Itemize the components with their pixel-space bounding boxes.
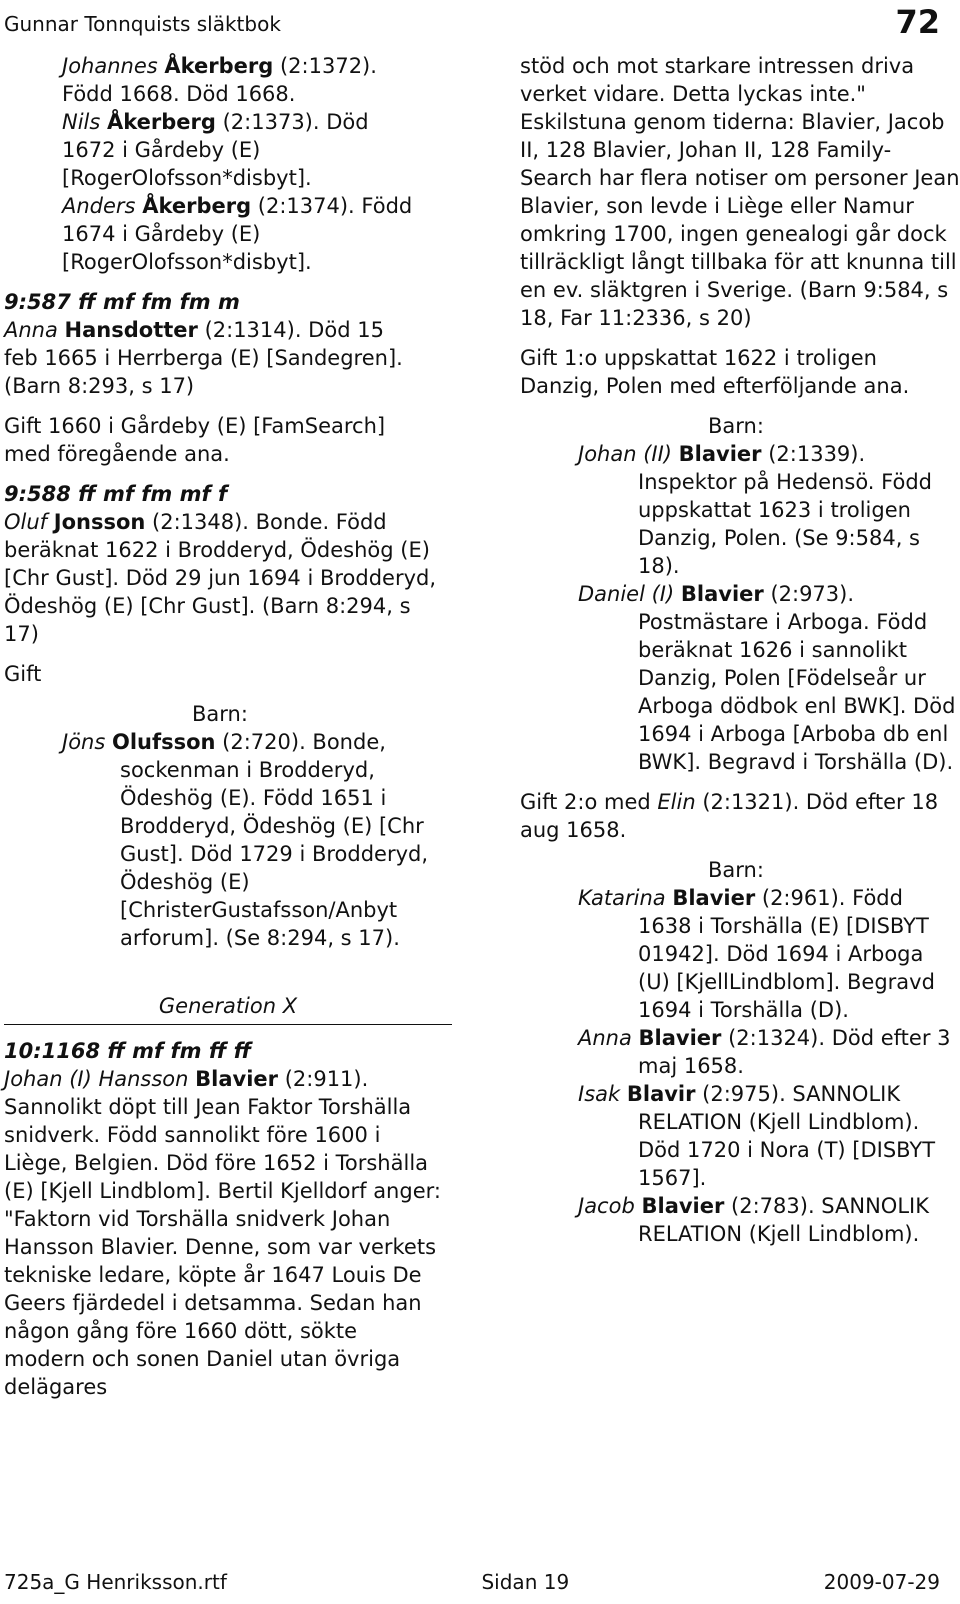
person-entry: Oluf Jonsson (2:1348). Bonde. Född beräknat 1622 i Brodderyd, Ödeshög (E) [Chr Gust]. Död 29 jun 1694 i Brodderyd, Ödeshög (E) [Chr Gust]. (Barn 8:294, s 17) — [4, 510, 437, 646]
child-entry: Johan (II) Blavier (2:1339). Inspektor på Hedensö. Född uppskattat 1623 i troligen Danzig, Polen. (Se 9:584, s 18). — [578, 442, 932, 578]
left-column — [4, 52, 464, 1401]
entry-heading: 9:588 ff mf fm mf f — [4, 482, 228, 506]
children-label: Barn: — [192, 702, 248, 726]
generation-heading: Generation X — [4, 992, 452, 1025]
marriage-line: Gift 1:o uppskattat 1622 i troligen Danzig, Polen med efterföljande ana. — [520, 346, 910, 398]
child-entry: Anna Blavier (2:1324). Död efter 3 maj 1658. — [578, 1026, 951, 1078]
page-header — [4, 0, 940, 40]
book-title: Gunnar Tonnquists släktbok — [4, 12, 281, 36]
person-entry: Johan (I) Hansson Blavier (2:911). Sannolikt döpt till Jean Faktor Torshälla snidverk. Född sannolikt före 1600 i Liège, Belgien. Död före 1652 i Torshälla (E) [Kjell Lindblom]. Bertil Kjelldorf anger: "Faktorn vid Torshälla snidverk Johan Hansson Blavier. Denne, som var verkets tekniske ledare, köpte år 1647 Louis De Geers fjärdedel i detsamma. Sedan han någon gång före 1660 dött, sökte modern och sonen Daniel utan övriga delägares — [4, 1067, 441, 1399]
footer-filename: 725a_G Henriksson.rtf — [4, 1570, 227, 1594]
child-entry: Isak Blavir (2:975). SANNOLIK RELATION (Kjell Lindblom). Död 1720 i Nora (T) [DISBYT 1567]. — [578, 1082, 936, 1190]
child-entry: Daniel (I) Blavier (2:973). Postmästare i Arboga. Född beräknat 1626 i sannolikt Danzig, Polen [Födelseår ur Arboga dödbok enl BWK]. Död 1694 i Arboga [Arboba db enl BWK]. Begravd i Torshälla (D). — [578, 582, 956, 774]
entry-heading: 9:587 ff mf fm fm m — [4, 290, 240, 314]
child-entry: Jöns Olufsson (2:720). Bonde, sockenman i Brodderyd, Ödeshög (E). Född 1651 i Brodderyd, Ödeshög (E) [Chr Gust]. Död 1729 i Brodderyd, Ödeshög (E) [ChristerGustafsson/Anbyt arforum]. (Se 8:294, s 17). — [62, 730, 429, 950]
page-number: 72 — [895, 3, 940, 41]
continued-text: stöd och mot starkare intressen driva verket vidare. Detta lyckas inte." Eskilstuna genom tiderna: Blavier, Jacob II, 128 Blavier, Johan II, 128 Family-Search har flera notiser om personer Jean Blavier, son levde i Liège eller Namur omkring 1700, ingen genealogi går dock tillräckligt långt tillbaka för att knunna till en ev. släktgren i Sverige. (Barn 9:584, s 18, Far 11:2336, s 20) — [520, 54, 960, 330]
children-label: Barn: — [708, 414, 764, 438]
marriage-line: Gift 1660 i Gårdeby (E) [FamSearch] med föregående ana. — [4, 414, 386, 466]
marriage-line: Gift — [4, 662, 42, 686]
person-entry: Anna Hansdotter (2:1314). Död 15 feb 1665 i Herrberga (E) [Sandegren]. (Barn 8:293, s 17) — [4, 318, 403, 398]
marriage-line: Gift 2:o med Elin (2:1321). Död efter 18 aug 1658. — [520, 790, 939, 842]
page-footer — [4, 1568, 940, 1598]
footer-sheet: Sidan 19 — [481, 1570, 570, 1594]
child-entry: Anders Åkerberg (2:1374). Född 1674 i Gårdeby (E) [RogerOlofsson*disbyt]. — [62, 194, 413, 274]
right-column — [520, 52, 960, 1248]
children-label: Barn: — [708, 858, 764, 882]
footer-date: 2009-07-29 — [823, 1570, 940, 1594]
child-entry: Johannes Åkerberg (2:1372). Född 1668. Död 1668. — [62, 54, 377, 106]
child-entry: Nils Åkerberg (2:1373). Död 1672 i Gårdeby (E) [RogerOlofsson*disbyt]. — [62, 110, 369, 190]
entry-heading: 10:1168 ff mf fm ff ff — [4, 1039, 252, 1063]
child-entry: Katarina Blavier (2:961). Född 1638 i Torshälla (E) [DISBYT 01942]. Död 1694 i Arboga (U) [KjellLindblom]. Begravd 1694 i Torshälla (D). — [578, 886, 935, 1022]
child-entry: Jacob Blavier (2:783). SANNOLIK RELATION (Kjell Lindblom). — [578, 1194, 929, 1246]
